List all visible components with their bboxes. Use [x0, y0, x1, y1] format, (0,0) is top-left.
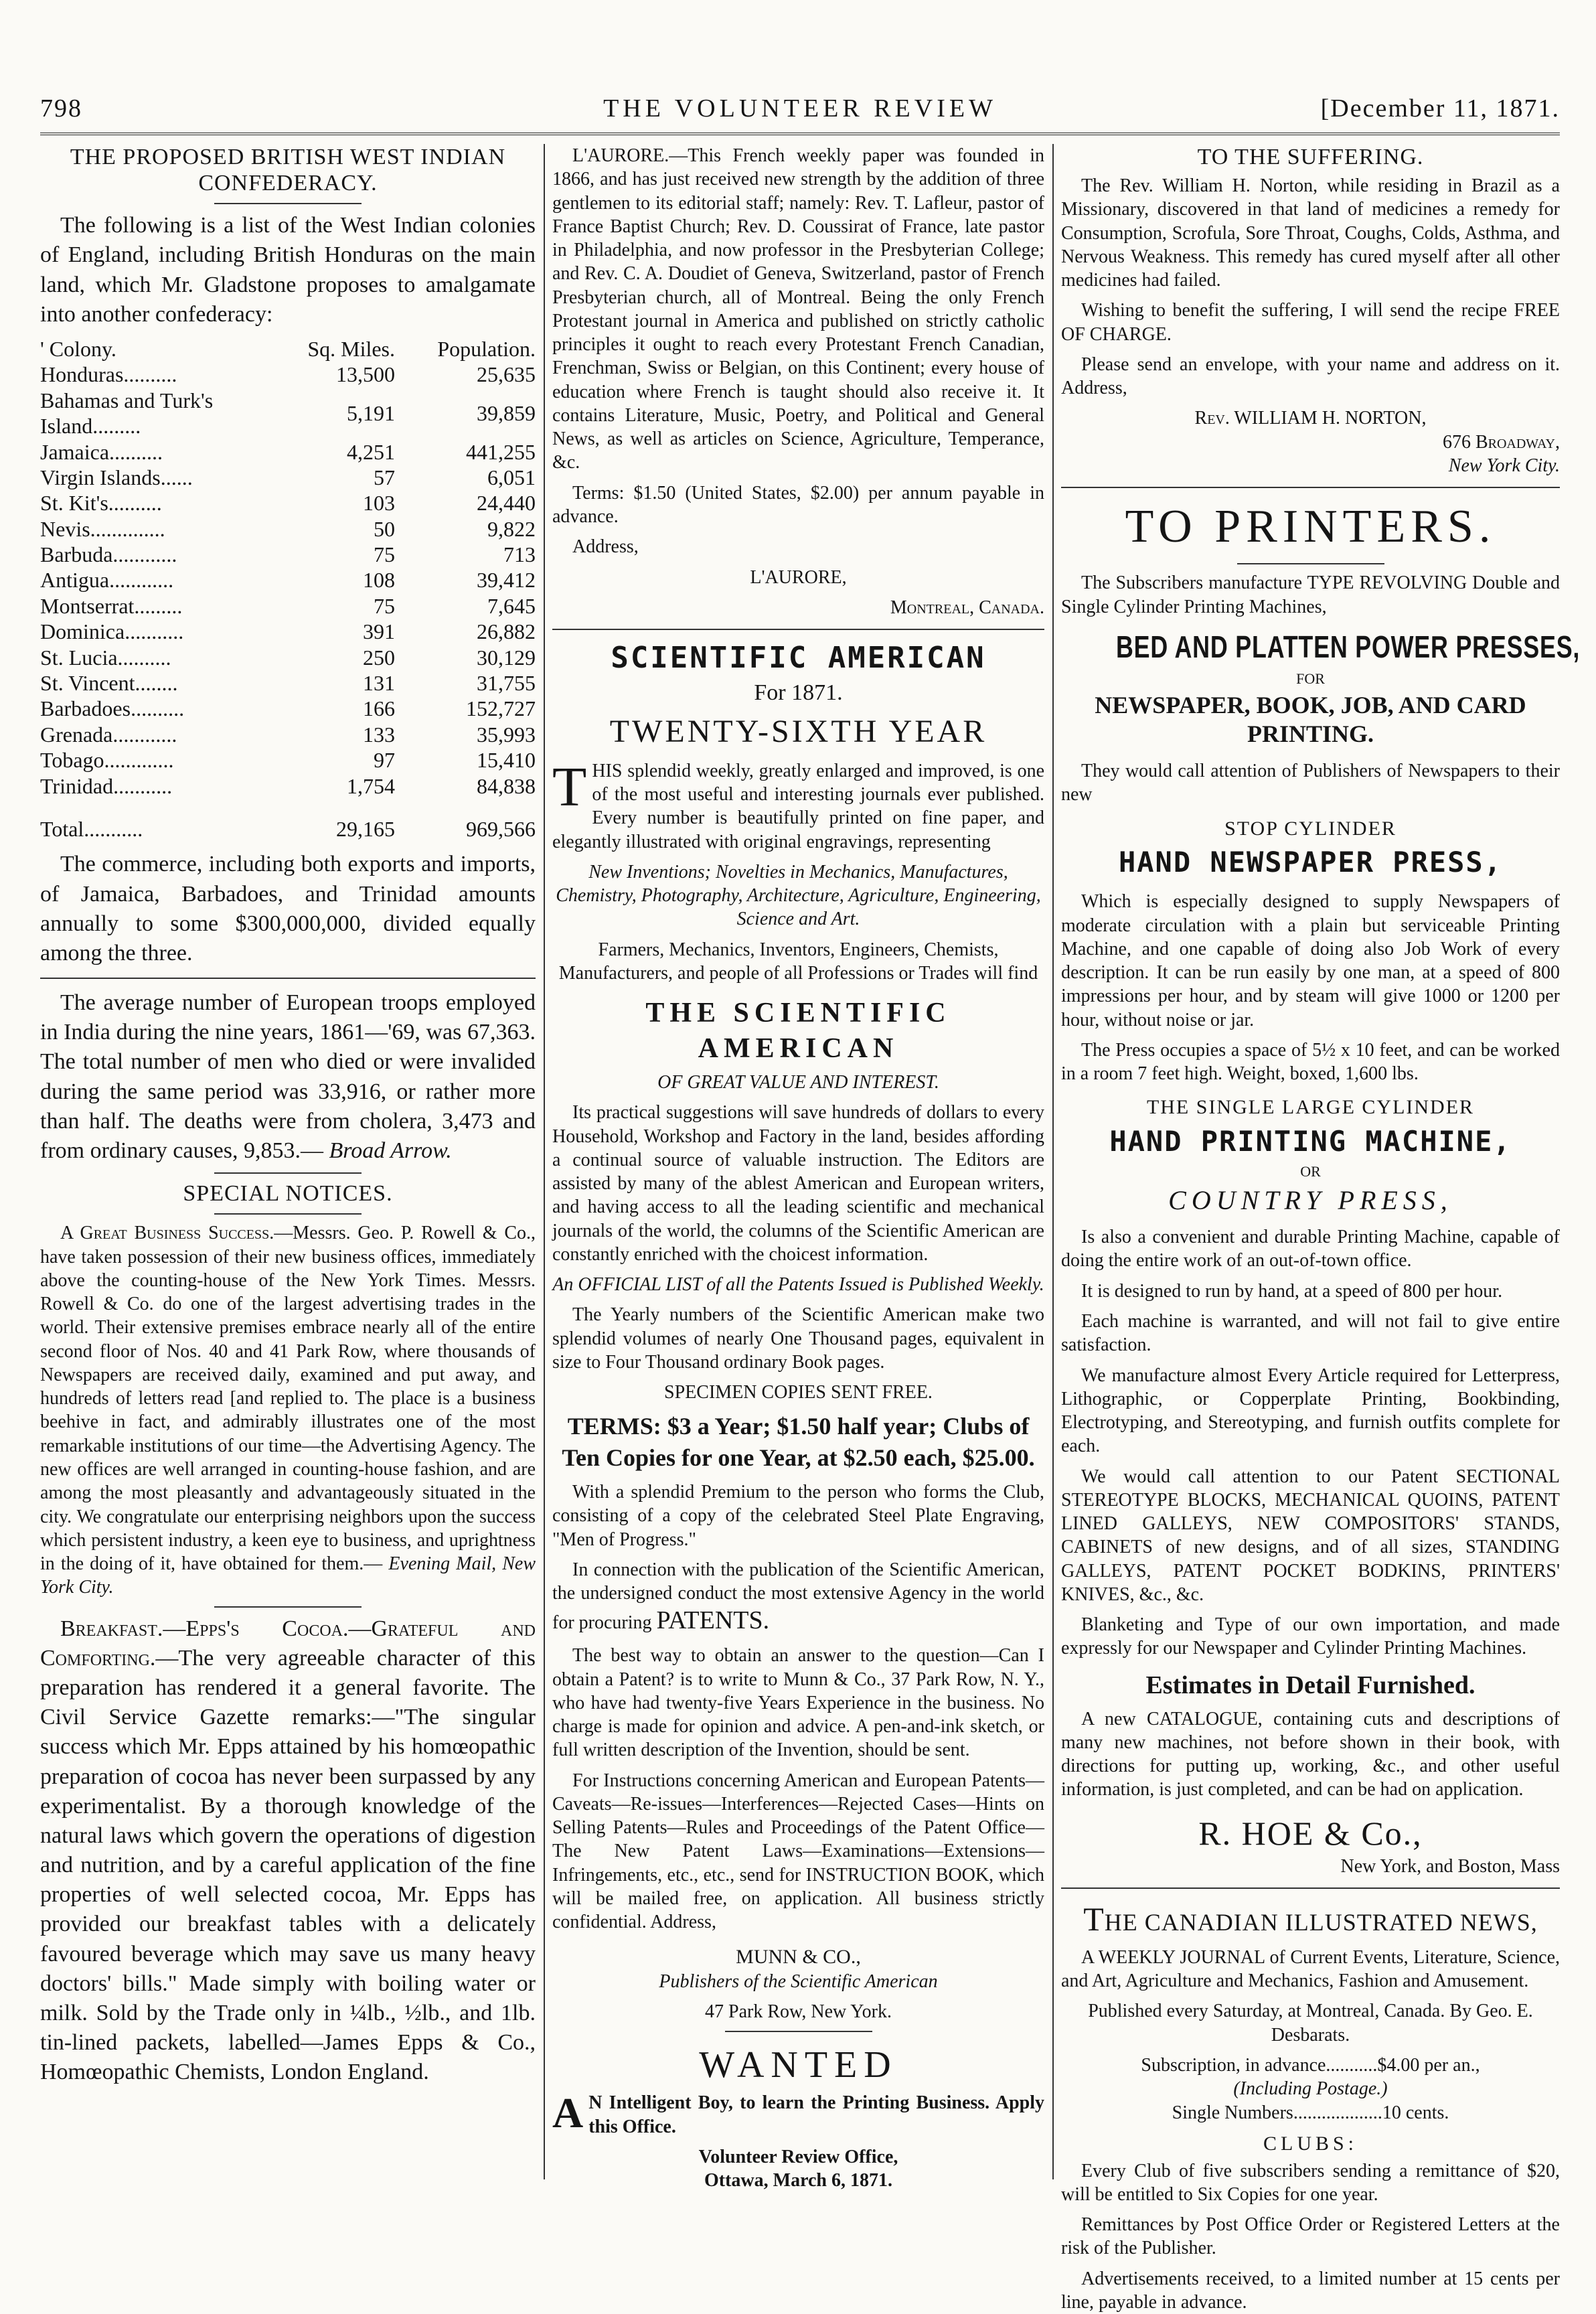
breakfast-lead: Breakfast.—Epps's Cocoa.—Grateful and Comforting.	[40, 1616, 536, 1671]
colony-name: Jamaica..........	[40, 439, 163, 464]
table-row	[40, 670, 536, 696]
newspaper-book-heading: NEWSPAPER, BOOK, JOB, AND CARD PRINTING.	[1095, 691, 1526, 747]
colony-pop: 35,993	[477, 722, 536, 747]
the-scientific-american-heading: THE SCIENTIFIC AMERICAN	[645, 998, 951, 1065]
colony-pop: 441,255	[466, 439, 536, 464]
breakfast-notice	[40, 1614, 536, 2088]
aurore-signature: L'AURORE,	[750, 566, 847, 588]
colony-sq: 57	[374, 465, 395, 489]
issue-date: [December 11, 1871.	[1320, 94, 1560, 123]
table-row	[40, 567, 536, 593]
table-row	[40, 619, 536, 644]
norton-name: Rev. WILLIAM H. NORTON,	[1194, 408, 1427, 429]
confederacy-intro: The following is a list of the West Indian colonies of England, including British Honduras on the main land, which Mr. Gladstone proposes to amalgamate into another confederacy:	[40, 213, 536, 327]
colony-name: Trinidad...........	[40, 773, 173, 798]
total-sq: 29,165	[336, 816, 395, 841]
table-row	[40, 516, 536, 542]
total-row	[40, 799, 536, 842]
colony-name: Virgin Islands......	[40, 465, 193, 489]
colony-sq: 133	[363, 722, 395, 747]
sa-practical: Its practical suggestions will save hundreds of dollars to every Household, Workshop and Factory in the land, besides affording a continual source of valuable instruction. The Editors are assisted by many of the ablest American and European writers, and having access to all the leading scientific and mechanical journals of the world, the columns of the Scientific American are constantly enriched with the choicest information.	[552, 1102, 1044, 1265]
suffering-text: The Rev. William H. Norton, while residing in Brazil as a Missionary, discovered in that land of medicines a remedy for Consumption, Scrofula, Sore Throat, Coughs, Colds, Asthma, and Nervous Weakness. This remedy has cured myself after all other medicines had failed.	[1061, 175, 1560, 291]
confederacy-heading: THE PROPOSED BRITISH WEST INDIAN CONFEDERACY.	[70, 145, 506, 196]
column-right	[1061, 144, 1581, 2313]
munn-address: 47 Park Row, New York.	[705, 2001, 892, 2023]
table-row	[40, 542, 536, 567]
twenty-sixth-year: TWENTY-SIXTH YEAR	[609, 714, 987, 750]
total-pop: 969,566	[466, 816, 536, 841]
business-notice	[40, 1221, 536, 1599]
colony-name: Bahamas and Turk's Island.........	[40, 388, 214, 439]
table-row	[40, 696, 536, 721]
colony-pop: 39,859	[477, 400, 536, 425]
hand-newspaper-press-heading: HAND NEWSPAPER PRESS,	[1118, 846, 1502, 879]
canadian-illustrated-news-heading	[1061, 1898, 1560, 1940]
publication-title: THE VOLUNTEER REVIEW	[603, 94, 997, 123]
colony-sq: 50	[374, 516, 395, 541]
suffering-wish: Wishing to benefit the suffering, I will send the recipe FREE OF CHARGE.	[1061, 300, 1560, 345]
colony-pop: 31,755	[477, 671, 536, 696]
colony-pop: 15,410	[477, 748, 536, 773]
wanted-date: Ottawa, March 6, 1871.	[704, 2170, 892, 2191]
wanted-notice	[552, 2091, 1044, 2139]
manufacture-note: We manufacture almost Every Article required for Letterpress, Lithographic, or Copperplate Printing, Bookbinding, Electrotyping, and Stereotyping, and furnish outfits complete for each.	[1061, 1365, 1560, 1457]
cin-postage: (Including Postage.)	[1233, 2078, 1388, 2100]
total-label: Total...........	[40, 816, 143, 841]
divider	[214, 1606, 362, 1608]
suffering-envelope: Please send an envelope, with your name and address on it. Address,	[1061, 354, 1560, 399]
colony-pop: 26,882	[477, 619, 536, 644]
specimen-copies: SPECIMEN COPIES SENT FREE.	[664, 1382, 933, 1403]
colony-sq: 103	[363, 491, 395, 516]
colony-pop: 6,051	[487, 465, 536, 489]
stop-cylinder-heading: STOP CYLINDER	[1224, 817, 1396, 840]
estimates-heading: Estimates in Detail Furnished.	[1145, 1671, 1475, 1699]
special-notices-heading: SPECIAL NOTICES.	[183, 1181, 393, 1207]
suffering-heading: TO THE SUFFERING.	[1197, 145, 1424, 169]
colony-name: Antigua............	[40, 568, 174, 593]
sa-intro	[552, 755, 1044, 854]
population-header: Population.	[437, 336, 536, 361]
remittances-note: Remittances by Post Office Order or Registered Letters at the risk of the Publisher.	[1061, 2214, 1560, 2259]
divider	[1237, 563, 1384, 564]
sa-official-list: An OFFICIAL LIST of all the Patents Issued is Published Weekly.	[552, 1274, 1044, 1296]
publishers-attention: They would call attention of Publishers of Newspapers to their new	[1061, 761, 1560, 805]
divider	[1061, 1887, 1560, 1889]
colony-name: Dominica...........	[40, 619, 184, 644]
country-press-heading: COUNTRY PRESS,	[1168, 1184, 1453, 1215]
colony-sq: 75	[374, 542, 395, 567]
scientific-american-title: SCIENTIFIC AMERICAN	[611, 641, 986, 676]
sq-miles-header: Sq. Miles.	[307, 336, 395, 361]
country-speed: It is designed to run by hand, at a speed of 800 per hour.	[1081, 1280, 1503, 1302]
cin-publication: Published every Saturday, at Montreal, Canada. By Geo. E. Desbarats.	[1088, 2001, 1533, 2046]
column-middle	[552, 144, 1044, 2191]
business-text: —Messrs. Geo. P. Rowell & Co., have taken possession of their new business offices, immediately above the counting-house of the New York Times. Messrs. Rowell & Co. do one of the largest advertising trades in the world. Their extensive premises embrace nearly all of the entire second floor of Nos. 40 and 41 Park Row, where thousands of Newspapers are received daily, examined and put away, and hundreds of letters read [and replied to. The place is a business beehive in fact, and admirably illustrates one of the most remarkable institutions of our time—the Advertising Agency. The new offices are well arranged in counting-house fashion, and are among the most pleasantly and advantageously situated in the city. We congratulate our enterprising neighbors upon the success which persistent industry, a keen eye to business, and uprightness in the doing of it, have obtained for them.—	[40, 1223, 536, 1575]
sa-yearly: The Yearly numbers of the Scientific American make two splendid volumes of nearly One Thousand pages, equivalent in size to Four Thousand ordinary Book pages.	[552, 1304, 1044, 1373]
patents-intro-text: In connection with the publication of the Scientific American, the undersigned conduct the most extensive Agency in the world for procuring	[552, 1559, 1044, 1634]
table-row	[40, 747, 536, 773]
drop-cap: T	[1083, 1900, 1105, 1938]
colony-pop: 25,635	[477, 362, 536, 387]
colony-sq: 108	[363, 568, 395, 593]
blanketing-note: Blanketing and Type of our own importation, and made expressly for our Newspaper and Cylinder Printing Machines.	[1061, 1614, 1560, 1659]
colony-pop: 30,129	[477, 645, 536, 670]
troops-text: The average number of European troops employed in India during the nine years, 1861—'69, was 67,363. The total number of men who died or were invalided during the same period was 33,916, or rather more than half. The deaths were from cholera, 3,473 and from ordinary causes, 9,853.—	[40, 990, 536, 1164]
table-row	[40, 722, 536, 747]
commerce-paragraph: The commerce, including both exports and imports, of Jamaica, Barbadoes, and Trinidad amounts annually to some $300,000,000, divided equally among the three.	[40, 852, 536, 966]
colony-sq: 166	[363, 696, 395, 721]
cin-single-numbers: Single Numbers...................10 cents.	[1172, 2102, 1449, 2123]
column-divider	[1052, 144, 1054, 2179]
subscription-terms: TERMS: $3 a Year; $1.50 half year; Clubs of Ten Copies for one Year, at $2.50 each, $25.00.	[562, 1413, 1035, 1472]
colony-sq: 5,191	[347, 400, 395, 425]
hoe-signature: R. HOE & Co.,	[1198, 1814, 1423, 1852]
divider	[214, 1213, 362, 1215]
colony-sq: 13,500	[336, 362, 395, 387]
table-row	[40, 439, 536, 465]
clubs-heading: CLUBS:	[1263, 2132, 1358, 2155]
table-row	[40, 388, 536, 439]
printers-intro: The Subscribers manufacture TYPE REVOLVING Double and Single Cylinder Printing Machines,	[1061, 572, 1560, 617]
table-row	[40, 645, 536, 670]
cin-subscription: Subscription, in advance...........$4.00 per an.,	[1141, 2055, 1480, 2076]
colonies-table	[40, 336, 536, 842]
club-premium: With a splendid Premium to the person who forms the Club, consisting of a copy of the celebrated Steel Plate Engraving, "Men of Progress."	[552, 1482, 1044, 1550]
wanted-heading: WANTED	[699, 2043, 898, 2086]
warranted-note: Each machine is warranted, and will not fail to give entire satisfaction.	[1061, 1311, 1560, 1356]
colony-sq: 75	[374, 593, 395, 618]
colony-pop: 152,727	[466, 696, 536, 721]
drop-cap: T	[552, 755, 587, 818]
aurore-notice: L'AURORE.—This French weekly paper was founded in 1866, and has just received new strength by the addition of three gentlemen to its editorial staff; namely: Rev. T. Lafleur, pastor of France Baptist Church; Rev. D. Coussirat of France, late pastor in Philadelphia, and now professor in the Presbyterian College; and Rev. C. A. Doudiet of Geneva, Switzerland, pastor of French Presbyterian church, all of Montreal. Being the only French Protestant journal in America and published on strictly catholic principles it ought to reach every Protestant French Canadian, Frenchman, Swiss or Belgian, on this Continent; every house of education where French is taught should also receive it. It contains Literature, Music, Poetry, and Political and General News, as well as articles on Science, Agriculture, Temperance, &c.	[552, 145, 1044, 473]
wanted-text: N Intelligent Boy, to learn the Printing Business. Apply this Office.	[588, 2092, 1044, 2137]
divider	[40, 978, 536, 979]
norton-address-2: New York City.	[1448, 455, 1560, 477]
colony-sq: 1,754	[347, 773, 395, 798]
sa-audience: Farmers, Mechanics, Inventors, Engineers, Chemists, Manufacturers, and people of all Professions or Trades will find	[558, 939, 1038, 984]
colony-name: Nevis..............	[40, 516, 165, 541]
hnp-description: Which is especially designed to supply Newspapers of moderate circulation with a plain but serviceable Printing Machine, and one capable of doing also Job Work of every description. It can be run easily by one man, at a speed of 800 impressions per hour, and by steam will give 1000 or 1200 per hour, without noise or jar.	[1061, 891, 1560, 1030]
single-large-cylinder-heading: THE SINGLE LARGE CYLINDER	[1146, 1096, 1475, 1119]
divider	[725, 2031, 872, 2032]
catalogue-note: A new CATALOGUE, containing cuts and descriptions of many new machines, not before shown in their book, with directions for putting up, working, &c., and other useful information, is just completed, and can be had on application.	[1061, 1708, 1560, 1800]
advertisements-note: Advertisements received, to a limited number at 15 cents per line, payable in advance.	[1061, 2268, 1560, 2313]
page-number: 798	[40, 94, 82, 123]
business-source: Evening Mail, New York City.	[40, 1553, 536, 1598]
patents-intro	[552, 1558, 1044, 1637]
colony-pop: 713	[503, 542, 536, 567]
colony-pop: 9,822	[487, 516, 536, 541]
page-header	[40, 87, 1560, 127]
divider	[214, 203, 362, 204]
ornament-divider	[214, 1172, 362, 1174]
munn-signature: MUNN & CO.,	[736, 1946, 861, 1969]
hoe-address: New York, and Boston, Mass	[1340, 1855, 1560, 1877]
cin-title: HE CANADIAN ILLUSTRATED NEWS,	[1104, 1908, 1538, 1936]
table-row	[40, 773, 536, 799]
table-row	[40, 465, 536, 490]
wanted-office: Volunteer Review Office,	[698, 2146, 898, 2167]
patents-word: PATENTS.	[656, 1606, 770, 1635]
colony-name: St. Vincent........	[40, 671, 178, 696]
column-divider	[544, 144, 545, 2179]
sa-year: For 1871.	[754, 680, 843, 706]
colony-sq: 4,251	[347, 439, 395, 464]
for-label: FOR	[1296, 670, 1325, 687]
colony-sq: 97	[374, 748, 395, 773]
colony-pop: 24,440	[477, 491, 536, 516]
drop-cap: A	[552, 2089, 584, 2137]
patent-note: We would call attention to our Patent SECTIONAL STEREOTYPE BLOCKS, MECHANICAL QUOINS, PATENT LINED GALLEYS, NEW COMPOSITORS' STANDS, CABINETS of new designs, and of all sizes, STANDING GALLEYS, PATENT POCKET BODKINS, PRINTERS' KNIVES, &c., &c.	[1061, 1466, 1560, 1605]
hand-printing-machine-heading: HAND PRINTING MACHINE,	[1109, 1125, 1512, 1158]
table-row	[40, 593, 536, 619]
table-row	[40, 490, 536, 516]
colony-name: Honduras..........	[40, 362, 177, 387]
norton-address-1: 676 Broadway,	[1442, 431, 1560, 453]
aurore-terms: Terms: $1.50 (United States, $2.00) per annum payable in advance.	[552, 482, 1044, 527]
breakfast-text: —The very agreeable character of this preparation has rendered it a general favorite. The Civil Service Gazette remarks:—"The singular success which Mr. Epps attained by his homœopathic preparation of cocoa has never been surpassed by any experimentalist. By a thorough knowledge of the natural laws which govern the operations of digestion and nutrition, and by a careful application of the fine properties of well selected cocoa, Mr. Epps has provided our breakfast tables with a delicately favoured beverage which may save us many heavy doctors' bills." Made simply with boiling water or milk. Sold by the Trade only in ¼lb., ½lb., and 1lb. tin-lined packets, labelled—James Epps & Co., Homœopathic Chemists, London England.	[40, 1645, 536, 2085]
header-rule	[40, 133, 1560, 135]
colony-sq: 131	[363, 671, 395, 696]
colony-header: ' Colony.	[40, 336, 116, 361]
colony-pop: 7,645	[487, 593, 536, 618]
colony-name: Tobago.............	[40, 748, 174, 773]
colony-rows	[40, 362, 536, 799]
colony-sq: 391	[363, 619, 395, 644]
business-lead: A Great Business Success.	[60, 1223, 274, 1244]
best-way: The best way to obtain an answer to the question—Can I obtain a Patent? is to write to Munn & Co., 37 Park Row, N. Y., who have had twenty-five Years Experience in the business. No charge is made for opinion and advice. A pen-and-ink sketch, or full written description of the Invention, should be sent.	[552, 1645, 1044, 1761]
colony-name: Montserrat.........	[40, 593, 183, 618]
sa-topics: New Inventions; Novelties in Mechanics, Manufactures, Chemistry, Photography, Architecture, Agriculture, Engineering, Science and Art.	[556, 861, 1041, 930]
colony-name: Barbuda............	[40, 542, 177, 567]
colony-sq: 250	[363, 645, 395, 670]
colony-pop: 39,412	[477, 568, 536, 593]
colony-name: Barbadoes..........	[40, 696, 185, 721]
country-description: Is also a convenient and durable Printing Machine, capable of doing the entire work of an out-of-town office.	[1061, 1227, 1560, 1271]
aurore-address-label: Address,	[572, 536, 639, 558]
table-header-row	[40, 336, 536, 362]
clubs-text: Every Club of five subscribers sending a remittance of $20, will be entitled to Six Copies for one year.	[1061, 2160, 1560, 2205]
divider	[552, 629, 1044, 630]
patent-instructions: For Instructions concerning American and European Patents—Caveats—Re-issues—Interferences—Rejected Cases—Hints on Selling Patents—Rules and Proceedings of the Patent Office—The New Patent Laws—Examinations—Extensions—Infringements, etc., etc., send for INSTRUCTION BOOK, which will be mailed free, on application. All business strictly confidential. Address,	[552, 1770, 1044, 1933]
cin-description: A WEEKLY JOURNAL of Current Events, Literature, Science, and Art, Agriculture and Mechanics, Fashion and Amusement.	[1061, 1946, 1560, 1992]
to-printers-heading: TO PRINTERS.	[1125, 501, 1496, 553]
or-label: OR	[1300, 1163, 1321, 1180]
munn-publishers: Publishers of the Scientific American	[659, 1971, 938, 1993]
divider	[1061, 487, 1560, 488]
colony-name: Grenada............	[40, 722, 177, 747]
hnp-space: The Press occupies a space of 5½ x 10 feet, and can be worked in a room 7 feet high. Weight, boxed, 1,600 lbs.	[1061, 1039, 1560, 1085]
table-row	[40, 362, 536, 387]
sa-intro-text: HIS splendid weekly, greatly enlarged and improved, is one of the most useful and interesting journals ever published. Every number is beautifully printed on fine paper, and elegantly illustrated with original engravings, representing	[552, 760, 1044, 852]
colony-name: St. Lucia..........	[40, 645, 171, 670]
troops-paragraph	[40, 988, 536, 1166]
colony-pop: 84,838	[477, 773, 536, 798]
troops-source: Broad Arrow.	[329, 1138, 452, 1164]
bed-platten-heading: BED AND PLATTEN POWER PRESSES,	[1115, 629, 1581, 664]
aurore-location: Montreal, Canada.	[890, 597, 1044, 618]
column-left	[40, 144, 536, 2179]
colony-name: St. Kit's..........	[40, 491, 162, 516]
great-value-subheading: OF GREAT VALUE AND INTEREST.	[657, 1071, 939, 1093]
